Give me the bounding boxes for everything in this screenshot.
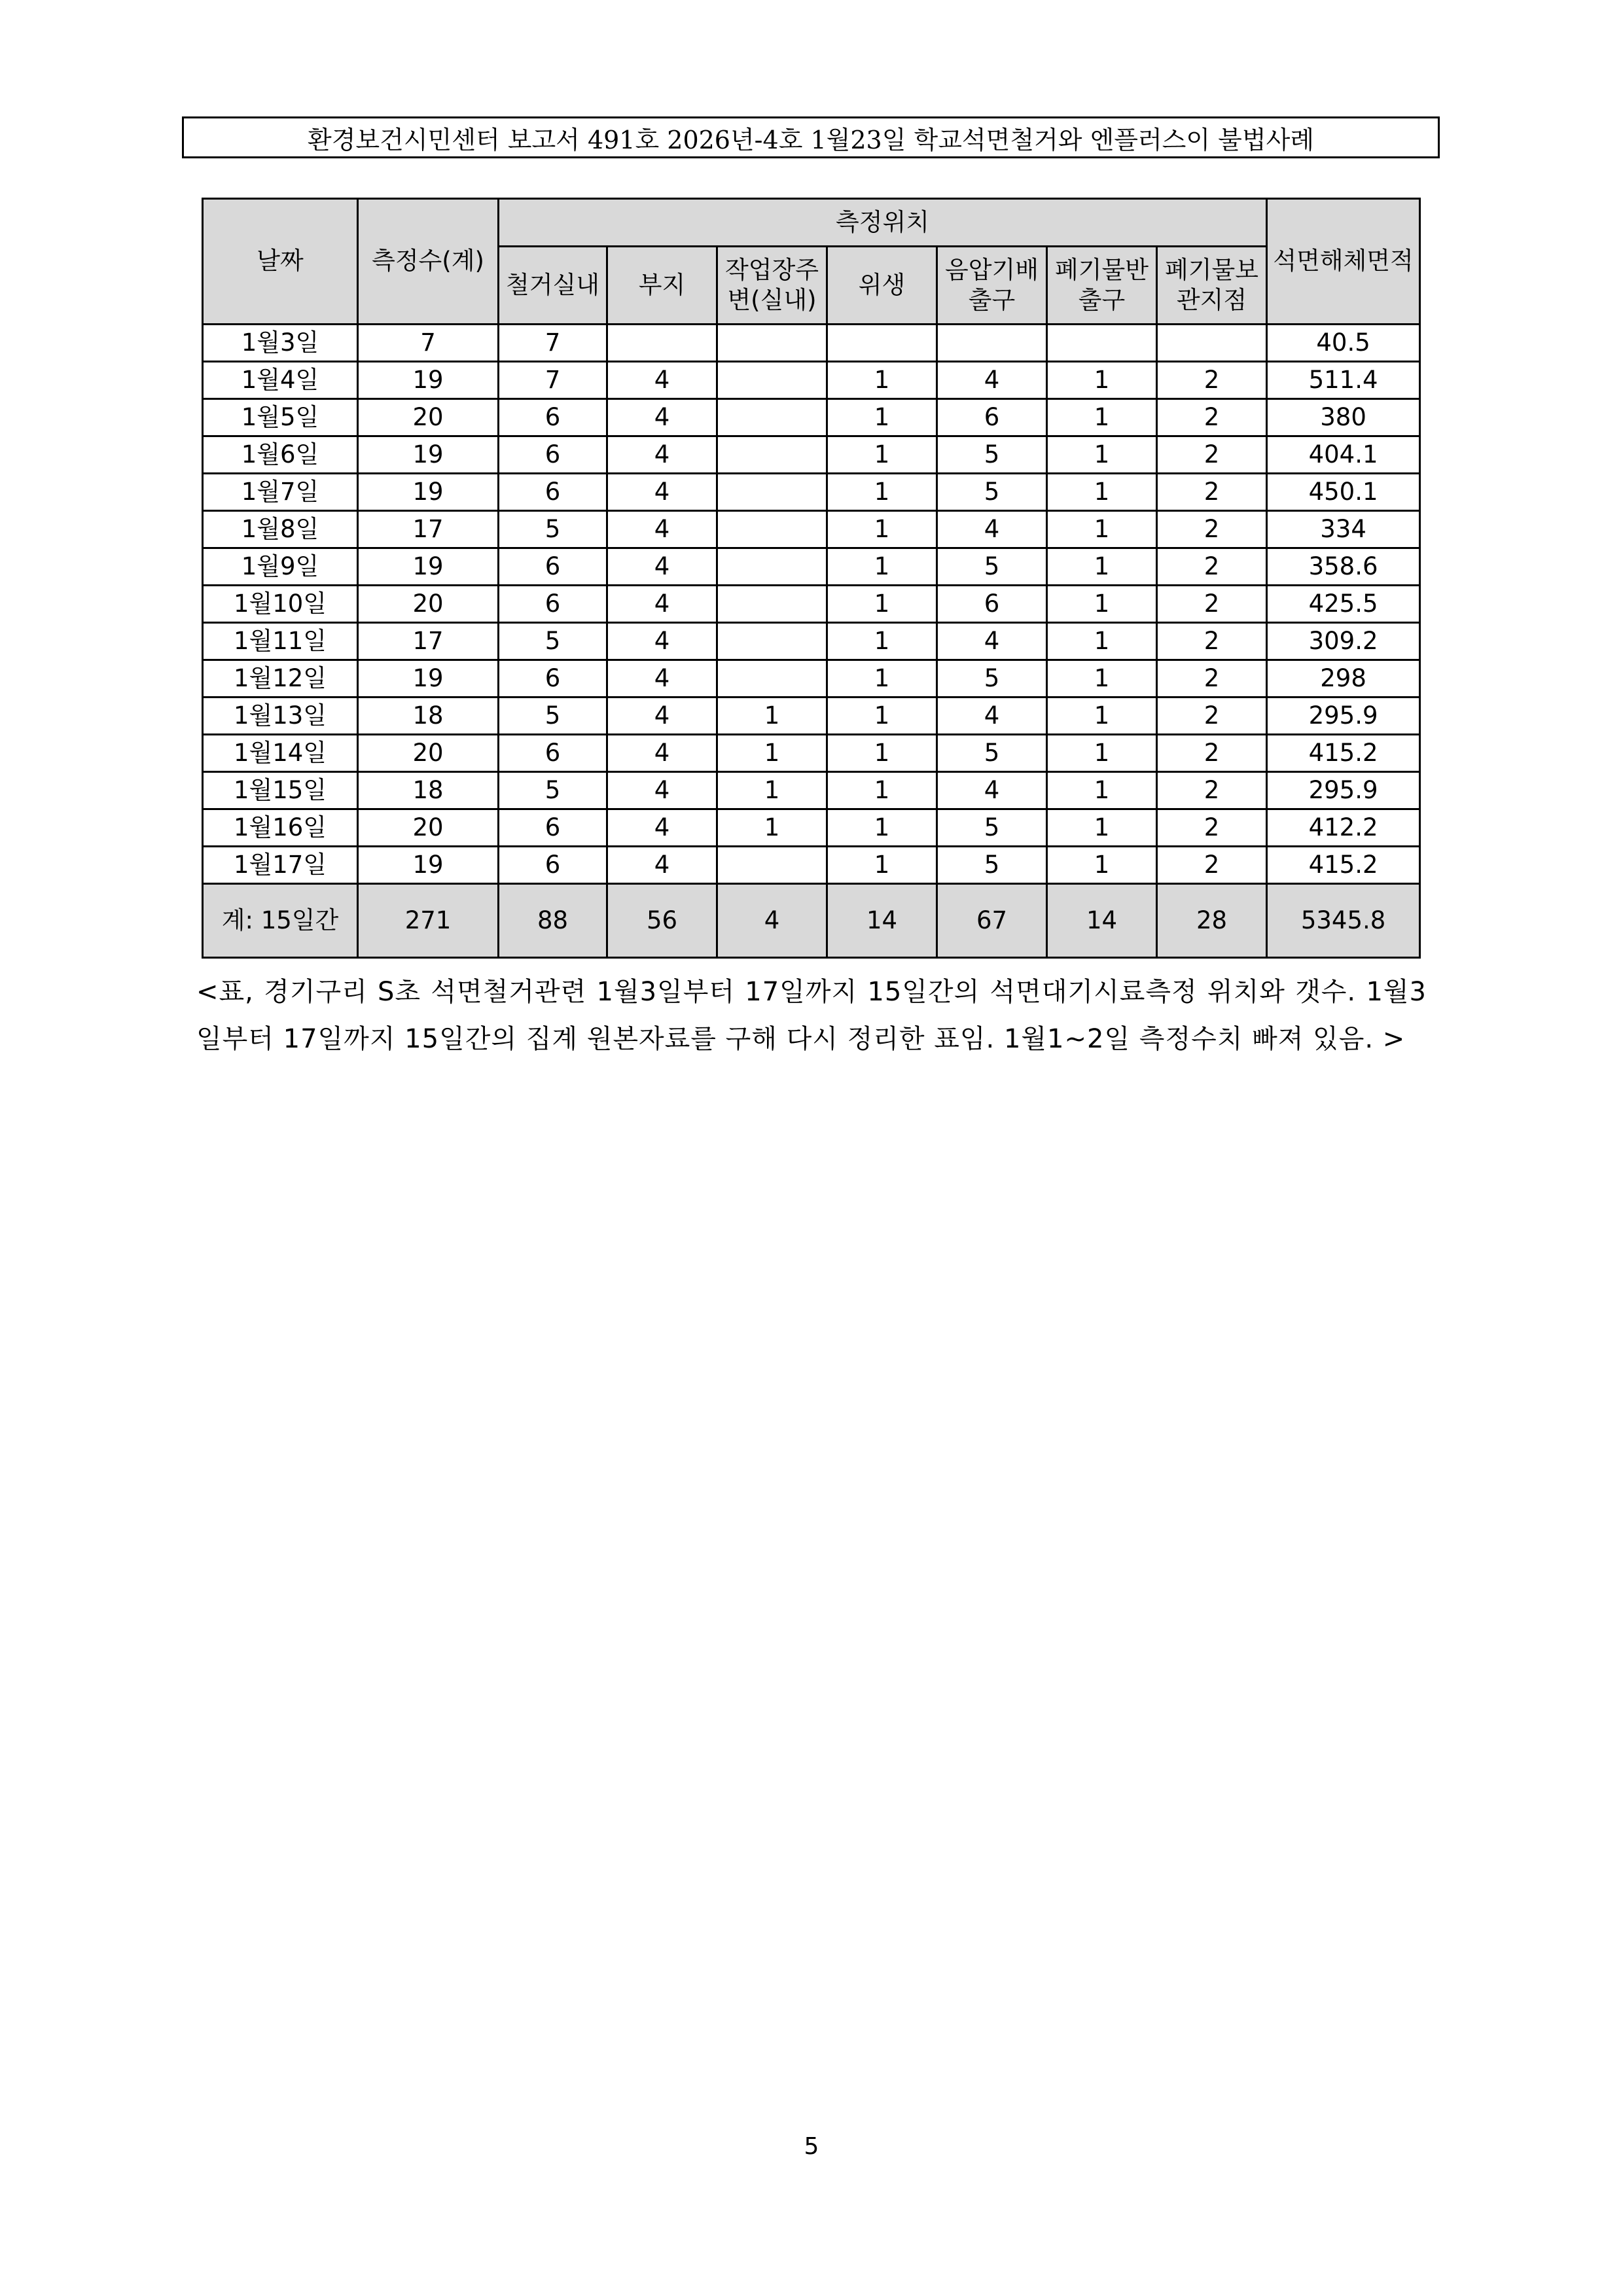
table-cell: 6 [499, 735, 607, 772]
table-cell: 1 [827, 623, 937, 660]
table-cell: 1 [1047, 474, 1157, 511]
table-cell: 4 [937, 623, 1047, 660]
table-cell: 334 [1267, 511, 1420, 548]
table-cell: 358.6 [1267, 548, 1420, 586]
header-location: 폐기물반 출구 [1047, 247, 1157, 325]
date-cell: 1월7일 [203, 474, 358, 511]
table-cell [717, 660, 827, 698]
table-cell: 1 [827, 698, 937, 735]
table-cell: 2 [1157, 809, 1267, 847]
table-cell: 415.2 [1267, 735, 1420, 772]
table-cell: 2 [1157, 698, 1267, 735]
date-cell: 1월8일 [203, 511, 358, 548]
table-cell: 1 [827, 362, 937, 399]
table-cell: 2 [1157, 586, 1267, 623]
report-header [182, 116, 1440, 158]
total-cell: 88 [499, 884, 607, 958]
table-cell: 4 [607, 660, 717, 698]
table-row [203, 623, 1420, 660]
table-cell: 6 [937, 586, 1047, 623]
table-cell: 2 [1157, 772, 1267, 809]
table-cell: 19 [358, 474, 499, 511]
table-cell: 19 [358, 436, 499, 474]
table-cell: 4 [937, 698, 1047, 735]
header-location-group: 측정위치 [499, 199, 1267, 247]
header-location: 부지 [607, 247, 717, 325]
table-cell: 20 [358, 735, 499, 772]
table-cell: 1 [827, 436, 937, 474]
table-cell: 2 [1157, 548, 1267, 586]
table-cell: 5 [937, 436, 1047, 474]
table-cell [717, 436, 827, 474]
table-cell: 5 [937, 474, 1047, 511]
table-cell: 5 [937, 847, 1047, 884]
header-count: 측정수(계) [358, 199, 499, 325]
table-cell: 40.5 [1267, 325, 1420, 362]
table-row [203, 325, 1420, 362]
table-cell: 18 [358, 772, 499, 809]
table-cell: 511.4 [1267, 362, 1420, 399]
table-cell: 1 [827, 511, 937, 548]
table-cell: 2 [1157, 399, 1267, 436]
table-cell: 18 [358, 698, 499, 735]
table-cell: 2 [1157, 511, 1267, 548]
table-cell: 5 [937, 735, 1047, 772]
table-cell: 4 [607, 511, 717, 548]
table-cell: 1 [1047, 660, 1157, 698]
table-cell: 1 [827, 548, 937, 586]
table-cell: 2 [1157, 362, 1267, 399]
table-cell: 19 [358, 660, 499, 698]
table-cell: 7 [499, 325, 607, 362]
date-cell: 1월4일 [203, 362, 358, 399]
table-cell: 19 [358, 548, 499, 586]
table-cell: 2 [1157, 735, 1267, 772]
table-cell: 6 [499, 399, 607, 436]
table-row [203, 660, 1420, 698]
table-cell: 6 [499, 586, 607, 623]
table-row [203, 511, 1420, 548]
header-date: 날짜 [203, 199, 358, 325]
table-caption-text: <표, 경기구리 S초 석면철거관련 1월3일부터 17일까지 15일간의 석면대기시료측정 위치와 갯수. 1월3일부터 17일까지 15일간의 집계 원본자료를 구해 다시 정리한 표임. 1월1~2일 측정수치 빠져 있음. > [196, 977, 1427, 1054]
date-cell: 1월5일 [203, 399, 358, 436]
date-cell: 1월13일 [203, 698, 358, 735]
table-cell: 4 [607, 548, 717, 586]
table-body [203, 325, 1420, 958]
table-cell: 1 [1047, 362, 1157, 399]
table-cell: 5 [937, 548, 1047, 586]
table-cell: 5 [499, 511, 607, 548]
table-cell: 1 [717, 698, 827, 735]
table-cell: 1 [1047, 809, 1157, 847]
table-cell: 1 [827, 660, 937, 698]
table-cell: 1 [827, 586, 937, 623]
table-cell: 1 [1047, 399, 1157, 436]
table-row [203, 362, 1420, 399]
total-cell: 28 [1157, 884, 1267, 958]
date-cell: 1월16일 [203, 809, 358, 847]
table-cell: 425.5 [1267, 586, 1420, 623]
table-row [203, 809, 1420, 847]
table-cell: 1 [1047, 436, 1157, 474]
date-cell: 1월3일 [203, 325, 358, 362]
table-cell: 1 [717, 735, 827, 772]
date-cell: 1월6일 [203, 436, 358, 474]
table-cell: 4 [607, 362, 717, 399]
header-area: 석면해체면적 [1267, 199, 1420, 325]
table-cell: 20 [358, 399, 499, 436]
table-cell: 5 [937, 809, 1047, 847]
table-cell: 6 [499, 436, 607, 474]
table-cell: 4 [607, 847, 717, 884]
table-cell: 1 [1047, 772, 1157, 809]
table-cell: 1 [827, 772, 937, 809]
table-cell: 1 [1047, 735, 1157, 772]
table-cell: 415.2 [1267, 847, 1420, 884]
table-cell: 380 [1267, 399, 1420, 436]
total-cell: 4 [717, 884, 827, 958]
table-cell: 20 [358, 586, 499, 623]
table-cell: 20 [358, 809, 499, 847]
table-cell: 17 [358, 511, 499, 548]
table-row [203, 436, 1420, 474]
table-cell: 4 [937, 362, 1047, 399]
table-cell: 412.2 [1267, 809, 1420, 847]
table-caption [196, 968, 1427, 1063]
table-cell: 2 [1157, 436, 1267, 474]
table-cell: 404.1 [1267, 436, 1420, 474]
date-cell: 1월17일 [203, 847, 358, 884]
total-cell: 67 [937, 884, 1047, 958]
table-cell: 4 [607, 623, 717, 660]
table-cell: 19 [358, 362, 499, 399]
table-cell: 295.9 [1267, 698, 1420, 735]
table-cell [717, 325, 827, 362]
table-cell: 4 [607, 436, 717, 474]
table-row [203, 698, 1420, 735]
table-cell: 4 [937, 772, 1047, 809]
table-cell: 298 [1267, 660, 1420, 698]
date-cell: 1월10일 [203, 586, 358, 623]
page-number: 5 [804, 2133, 819, 2160]
table-cell: 4 [607, 586, 717, 623]
table-cell [1157, 325, 1267, 362]
header-location: 폐기물보 관지점 [1157, 247, 1267, 325]
measurement-table [202, 198, 1421, 959]
table-row [203, 474, 1420, 511]
header-location: 위생 [827, 247, 937, 325]
table-cell: 1 [827, 474, 937, 511]
table-cell: 4 [607, 399, 717, 436]
table-total-row [203, 884, 1420, 958]
table-cell: 5 [499, 772, 607, 809]
table-cell: 1 [717, 772, 827, 809]
table-cell: 4 [937, 511, 1047, 548]
total-cell: 14 [827, 884, 937, 958]
date-cell: 1월11일 [203, 623, 358, 660]
total-cell: 14 [1047, 884, 1157, 958]
table-cell: 6 [499, 809, 607, 847]
table-cell: 1 [827, 735, 937, 772]
table-row [203, 399, 1420, 436]
date-cell: 1월14일 [203, 735, 358, 772]
table-cell: 5 [499, 623, 607, 660]
table-cell: 2 [1157, 660, 1267, 698]
table-row [203, 847, 1420, 884]
table-row [203, 548, 1420, 586]
table-cell [937, 325, 1047, 362]
total-label-cell: 계: 15일간 [203, 884, 358, 958]
table-cell [717, 474, 827, 511]
table-cell: 6 [499, 847, 607, 884]
table-cell [827, 325, 937, 362]
table-cell: 1 [827, 847, 937, 884]
table-cell: 4 [607, 698, 717, 735]
table-cell: 7 [499, 362, 607, 399]
date-cell: 1월12일 [203, 660, 358, 698]
table-cell: 19 [358, 847, 499, 884]
header-location: 철거실내 [499, 247, 607, 325]
table-cell [717, 399, 827, 436]
table-cell: 6 [499, 548, 607, 586]
header-location: 음압기배 출구 [937, 247, 1047, 325]
date-cell: 1월9일 [203, 548, 358, 586]
table-row [203, 772, 1420, 809]
table-row [203, 586, 1420, 623]
table-cell: 295.9 [1267, 772, 1420, 809]
table-cell: 2 [1157, 474, 1267, 511]
table-cell: 1 [1047, 847, 1157, 884]
table-cell: 5 [937, 660, 1047, 698]
table-cell: 4 [607, 772, 717, 809]
total-cell: 56 [607, 884, 717, 958]
table-cell: 1 [827, 399, 937, 436]
table-cell [717, 548, 827, 586]
table-cell: 6 [937, 399, 1047, 436]
table-cell: 7 [358, 325, 499, 362]
table-cell: 1 [827, 809, 937, 847]
table-cell: 2 [1157, 623, 1267, 660]
table-cell: 5 [499, 698, 607, 735]
table-cell: 1 [1047, 698, 1157, 735]
table-cell: 2 [1157, 847, 1267, 884]
table-cell: 309.2 [1267, 623, 1420, 660]
table-cell [607, 325, 717, 362]
table-cell: 6 [499, 474, 607, 511]
header-location: 작업장주 변(실내) [717, 247, 827, 325]
table-cell [717, 511, 827, 548]
table-cell: 1 [1047, 548, 1157, 586]
table-cell: 4 [607, 474, 717, 511]
report-header-text: 환경보건시민센터 보고서 491호 2026년-4호 1월23일 학교석면철거와 엔플러스이 불법사례 [308, 125, 1314, 154]
table-cell: 4 [607, 735, 717, 772]
table-cell [717, 586, 827, 623]
table-cell: 450.1 [1267, 474, 1420, 511]
total-cell: 5345.8 [1267, 884, 1420, 958]
table-cell [717, 623, 827, 660]
table-cell: 4 [607, 809, 717, 847]
table-cell: 1 [1047, 586, 1157, 623]
table-cell [717, 847, 827, 884]
table-cell [1047, 325, 1157, 362]
table-cell: 17 [358, 623, 499, 660]
total-cell: 271 [358, 884, 499, 958]
table-cell: 1 [1047, 511, 1157, 548]
table-header-row [203, 199, 1420, 247]
table-cell: 1 [717, 809, 827, 847]
table-cell: 1 [1047, 623, 1157, 660]
date-cell: 1월15일 [203, 772, 358, 809]
table-cell [717, 362, 827, 399]
table-cell: 6 [499, 660, 607, 698]
table-row [203, 735, 1420, 772]
